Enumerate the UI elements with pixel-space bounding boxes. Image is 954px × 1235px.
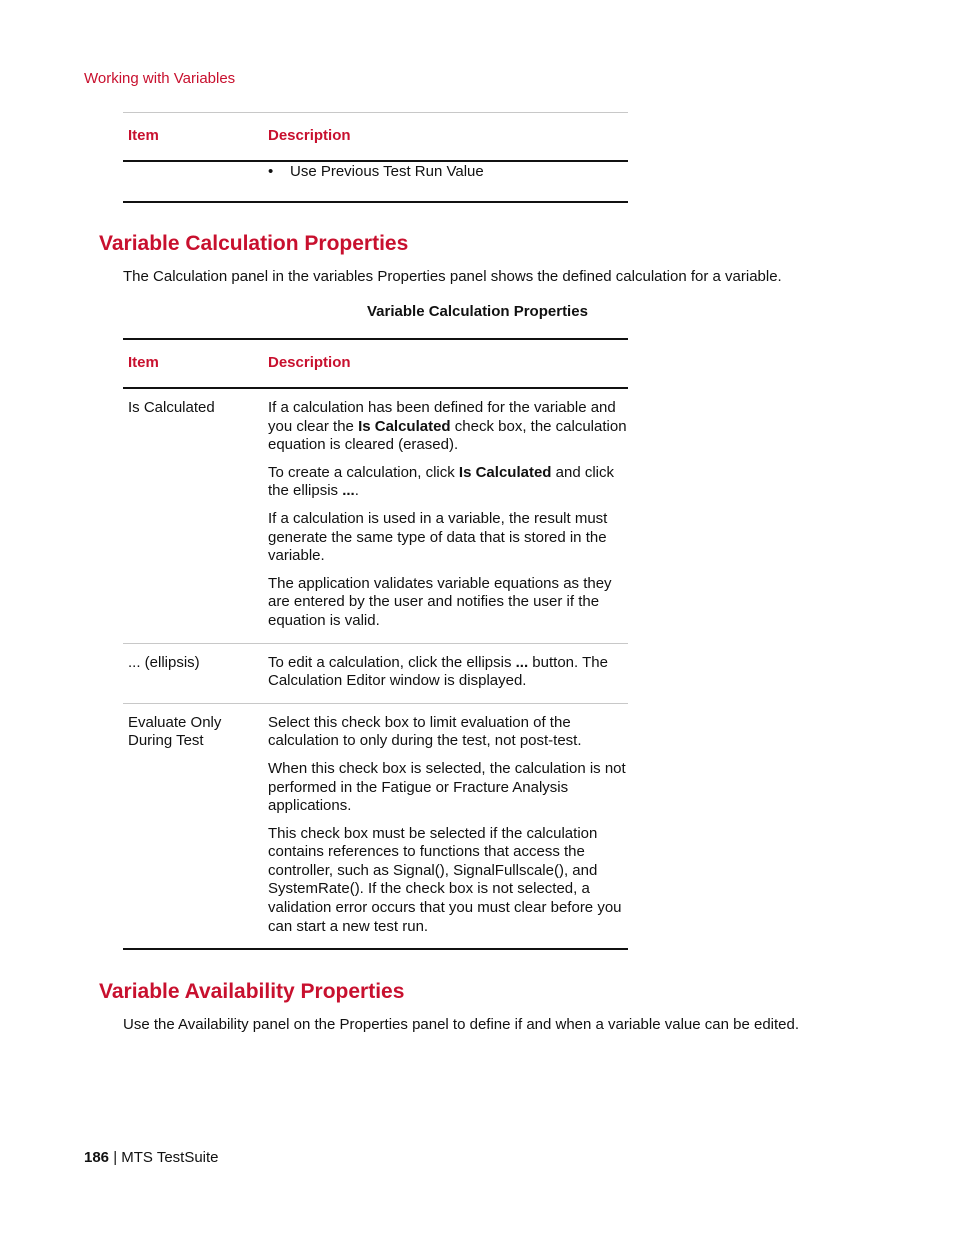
text-run: To create a calculation, click	[268, 463, 459, 481]
description-paragraph	[268, 575, 628, 631]
row-description	[268, 644, 628, 703]
description-paragraph	[268, 464, 628, 501]
header-description: Description	[268, 127, 351, 144]
bold-term: Is Calculated	[458, 463, 552, 481]
footer-separator: |	[109, 1149, 122, 1166]
section-title-availability: Variable Availability Properties	[99, 980, 405, 1003]
text-run: If a calculation is used in a variable, the result must generate the same type of data that is stored in the variable.	[268, 509, 608, 565]
text-run: The application validates variable equations as they are entered by the user and notifies the user if the equation is valid.	[268, 574, 612, 629]
row-description	[268, 389, 628, 643]
table-row	[123, 389, 628, 643]
bullet-text: Use Previous Test Run Value	[290, 163, 484, 180]
section-intro-availability: Use the Availability panel on the Properties panel to define if and when a variable value can be edited.	[123, 1016, 800, 1033]
text-run: This check box must be selected if the calculation contains references to functions that access the controller, such as Signal(), SignalFullscale(), and SystemRate(). If the check box is not selected, a validation error occurs that you must clear before you can start a new test run.	[268, 824, 622, 935]
text-run: and click the ellipsis	[268, 463, 614, 500]
continued-table	[123, 112, 628, 203]
description-paragraph	[268, 760, 628, 816]
table-row	[123, 704, 628, 949]
breadcrumb: Working with Variables	[84, 70, 236, 87]
page-number: 186	[84, 1149, 110, 1166]
row-description	[268, 704, 628, 949]
text-run: Select this check box to limit evaluation of the calculation to only during the test, not post-test.	[268, 713, 582, 750]
calculation-table	[123, 338, 628, 950]
description-paragraph	[268, 654, 628, 691]
text-run: button. The Calculation Editor window is displayed.	[268, 653, 608, 690]
text-run: To edit a calculation, click the ellipsis	[268, 653, 516, 671]
description-paragraph	[268, 399, 628, 455]
bold-term: Is Calculated	[358, 417, 451, 435]
row-item: ... (ellipsis)	[128, 653, 200, 671]
description-paragraph	[268, 714, 628, 751]
bold-term: ...	[515, 653, 529, 671]
table-header	[123, 340, 628, 387]
section-intro-calculation: The Calculation panel in the variables Properties panel shows the defined calculation for a variable.	[123, 268, 782, 285]
bullet-glyph: •	[268, 163, 274, 180]
description-paragraph	[268, 825, 628, 937]
row-item: Is Calculated	[128, 399, 215, 416]
bold-term: ...	[342, 482, 355, 500]
header-item: Item	[128, 354, 159, 371]
table-caption: Variable Calculation Properties	[367, 303, 588, 320]
table-header	[123, 113, 628, 160]
table-row	[123, 162, 628, 201]
page-footer	[84, 1149, 219, 1166]
doc-title: MTS TestSuite	[121, 1149, 219, 1166]
table-row	[123, 644, 628, 703]
header-description: Description	[268, 354, 351, 371]
description-paragraph	[268, 510, 628, 566]
section-title-calculation: Variable Calculation Properties	[99, 232, 409, 255]
text-run: check box, the calculation equation is cleared (erased).	[268, 417, 627, 454]
text-run: .	[354, 482, 359, 500]
header-item: Item	[128, 127, 159, 144]
row-item: Evaluate Only During Test	[128, 713, 222, 750]
text-run: When this check box is selected, the calculation is not performed in the Fatigue or Fracture Analysis applications.	[268, 759, 626, 815]
text-run: If a calculation has been defined for the variable and you clear the	[268, 399, 616, 435]
